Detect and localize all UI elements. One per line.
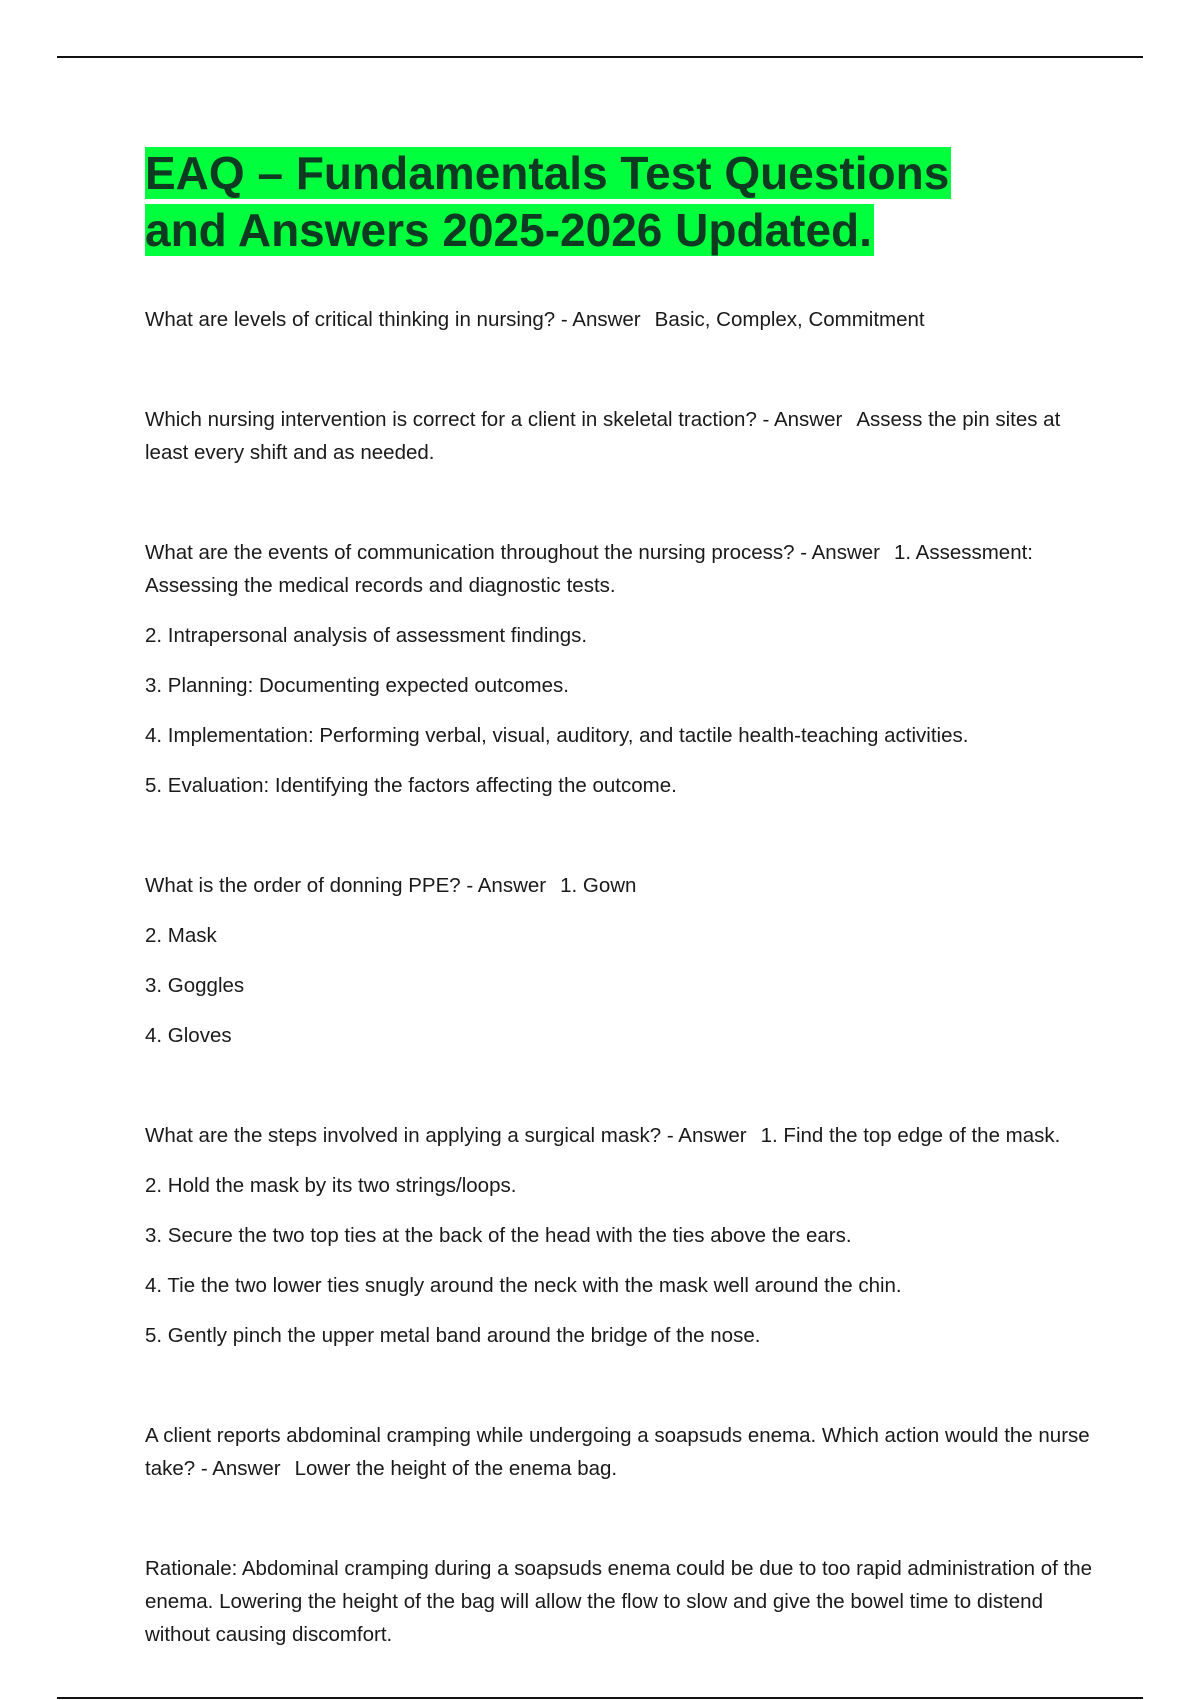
question-text: What are the events of communication throughout the nursing process? - Answer bbox=[145, 541, 880, 564]
qa-item-6 bbox=[145, 1419, 1095, 1485]
answer-text: Assess the pin sites at least every shift and as needed. bbox=[145, 408, 1061, 464]
list-item: 3. Secure the two top ties at the back of the head with the ties above the ears. bbox=[145, 1224, 852, 1247]
answer-text: Lower the height of the enema bag. bbox=[294, 1457, 618, 1480]
top-rule bbox=[57, 56, 1143, 58]
bottom-rule bbox=[57, 1697, 1143, 1699]
title-line-2: and Answers 2025-2026 Updated. bbox=[145, 204, 872, 256]
question-text: What are the steps involved in applying a surgical mask? - Answer bbox=[145, 1124, 747, 1147]
list-item: 4. Tie the two lower ties snugly around the neck with the mask well around the chin. bbox=[145, 1274, 902, 1297]
answer-text: 1. Assessment: Assessing the medical records and diagnostic tests. bbox=[145, 541, 1033, 597]
question-text: What are levels of critical thinking in nursing? - Answer bbox=[145, 308, 641, 331]
list-item: 3. Goggles bbox=[145, 974, 245, 997]
document-title bbox=[145, 145, 1095, 259]
document-body bbox=[145, 145, 1095, 1651]
qa-item-5 bbox=[145, 1119, 1095, 1152]
list-item: 2. Mask bbox=[145, 924, 217, 947]
qa-item-2 bbox=[145, 403, 1095, 469]
title-line-1: EAQ – Fundamentals Test Questions bbox=[145, 147, 950, 199]
list-item: 5. Gently pinch the upper metal band around the bridge of the nose. bbox=[145, 1324, 761, 1347]
qa-item-4 bbox=[145, 869, 1095, 902]
list-item: 2. Hold the mask by its two strings/loops. bbox=[145, 1174, 517, 1197]
list-item: 4. Implementation: Performing verbal, visual, auditory, and tactile health-teaching activities. bbox=[145, 724, 969, 747]
question-text: Which nursing intervention is correct for a client in skeletal traction? - Answer bbox=[145, 408, 843, 431]
list-item: 5. Evaluation: Identifying the factors affecting the outcome. bbox=[145, 774, 677, 797]
list-item: 4. Gloves bbox=[145, 1024, 232, 1047]
list-item: 3. Planning: Documenting expected outcomes. bbox=[145, 674, 569, 697]
question-text: What is the order of donning PPE? - Answer bbox=[145, 874, 547, 897]
answer-text: 1. Gown bbox=[560, 874, 637, 897]
question-text: A client reports abdominal cramping while undergoing a soapsuds enema. Which action would the nurse take? - Answer bbox=[145, 1424, 1090, 1480]
rationale-text: Rationale: Abdominal cramping during a soapsuds enema could be due to too rapid administration of the enema. Lowering the height of the bag will allow the flow to slow and give the bowel time to distend without causing discomfort. bbox=[145, 1557, 1093, 1646]
qa-item-1 bbox=[145, 303, 1095, 336]
answer-text: 1. Find the top edge of the mask. bbox=[760, 1124, 1061, 1147]
qa-item-3 bbox=[145, 536, 1095, 602]
list-item: 2. Intrapersonal analysis of assessment findings. bbox=[145, 624, 588, 647]
answer-text: Basic, Complex, Commitment bbox=[654, 308, 925, 331]
